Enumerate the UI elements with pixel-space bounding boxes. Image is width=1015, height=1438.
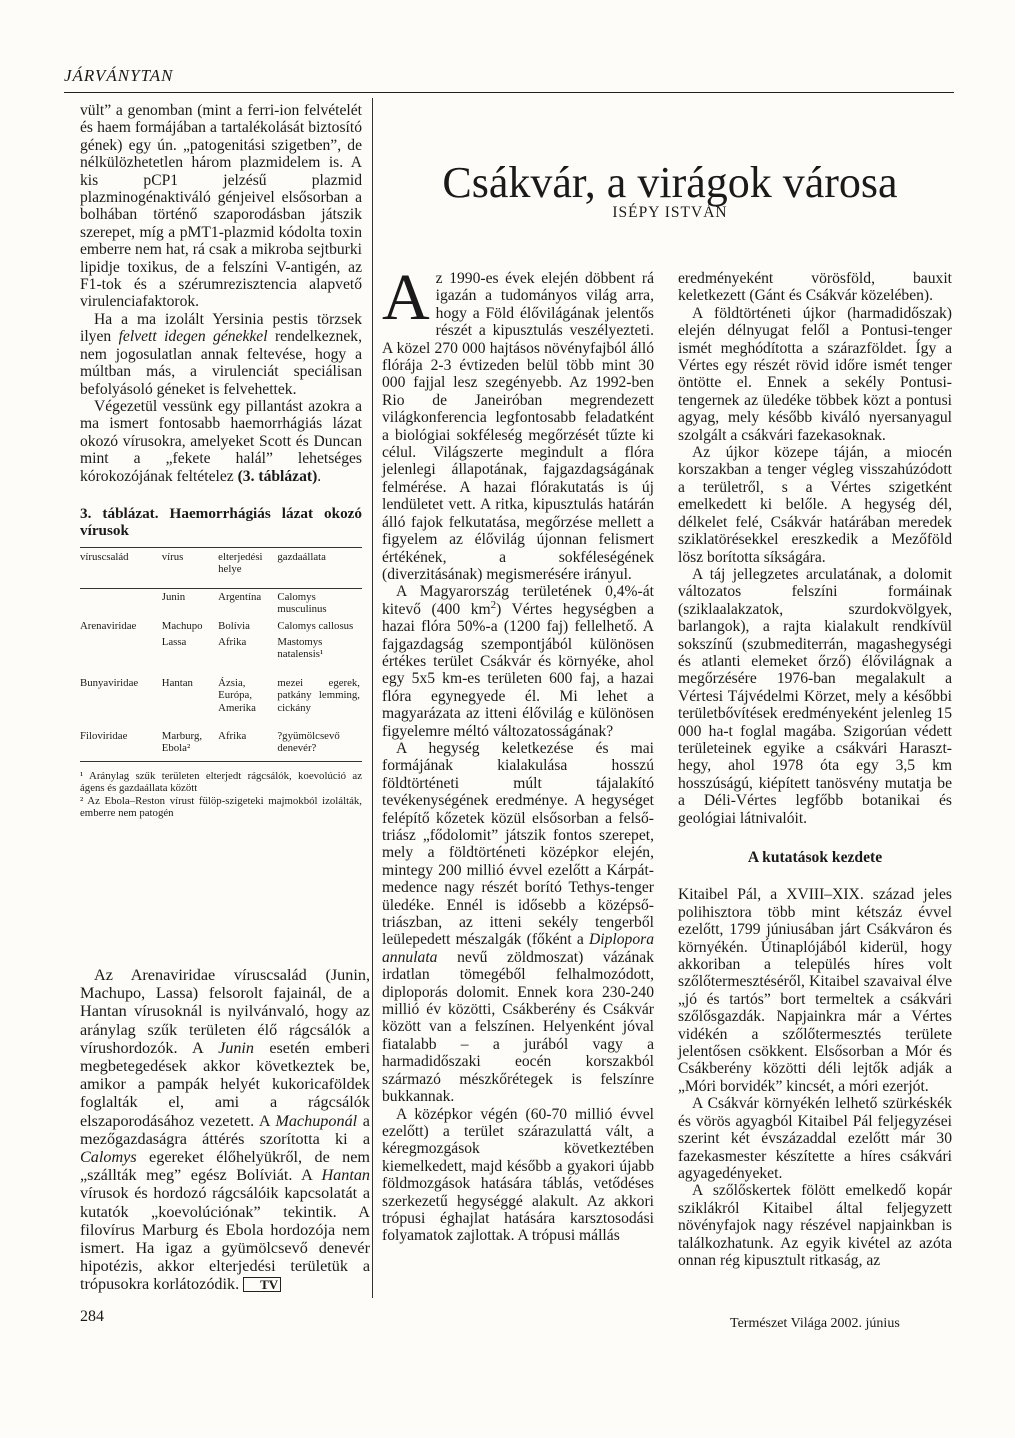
- section-heading: A kutatások kezdete: [747, 849, 883, 866]
- italic-text: Calomys: [80, 1148, 137, 1167]
- left-column-bottom: [80, 966, 370, 1294]
- italic-text: Junin: [218, 1038, 255, 1057]
- text: A Magyarország területének 0,4%-át kitevő (400 km: [382, 583, 654, 618]
- article-column-2: [678, 270, 952, 1269]
- text: Ha a ma izolált Yersinia pestis törzsek ilyen: [80, 310, 362, 346]
- text: A hegység keletkezése és mai formájának kialakulása hosszú földtörténeti múlt tájalakító tevékenységének eredménye. A hegységet felépítő kőzetek közül elsősorban a felső-triász „fődolomit” játszik fontos szerepet, mely a földtörténeti középkor elején, mintegy 200 millió évvel ezelőtt a Kárpát-medence nagy részét borító Tethys-tenger üledéke. Ennél is idősebb a középső-triászban, az itteni sekély tengerből leülepedett mészalgák (főként a: [382, 739, 654, 949]
- table-reference: (3. táblázat): [237, 467, 318, 485]
- article-paragraph: Kitaibel Pál, a XVIII–XIX. század jeles polihisztora több mint kétszáz évvel ezelőtt, 1799 júniusában járt Csákváron és környékén. Útinaplójából kiderül, hogy akkoriban a település híres volt szőlőtermesztéséről, Kitaibel szavaival élve „jó és tartós” bort termeltek a csákvári szőlősgazdák. Napjainkra már a Vértes vidékén a szőlőtermesztés területe jelentősen csökkent. Elsősorban a Mór és Csákberény közötti déli lejtők adják a „Móri borvidék” kincsét, a móri ezerjót.: [678, 886, 952, 1095]
- table-cell: Marburg, Ebola²: [162, 716, 218, 761]
- table-row: [80, 618, 362, 634]
- table-header: víruscsalád: [80, 547, 162, 588]
- text: rendelkeznek, nem jogosulatlan annak feltevése, hogy a múltban más, a virulenciát speciálisan befolyásoló géneket is felvehettek.: [80, 328, 362, 398]
- table-cell: Ázsia, Európa, Amerika: [218, 676, 256, 714]
- table-cell: Calomys musculinus: [277, 590, 327, 616]
- article-paragraph: A szőlőskertek fölött emelkedő kopár sziklákról Kitaibel által feljegyzett növényfajok nagy részével napjainkban is találkozhatunk. Az egyik kivétel az azóta onnan rég kipusztult ritkaság, az: [678, 1182, 952, 1269]
- left-paragraph-1: vült” a genomban (mint a ferri-ion felvételét és haem formájában a tartalékolását biztosító gének) egy ún. „patogenitási szigetben”, de nélkülözhetetlen három plazmidelem is. A kis pCP1 jelzésű plazmid plazminogénaktiváló génjeivel elsősorban a bolhában történő szaporodásban játszik szerepet, míg a pMT1-plazmid kódolta toxin emberre nem hat, rá csak a mikroba sejtburki lipidje toxikus, de a felszíni V-antigén, az F1-tok és a szérumrezisztencia alapvető virulenciafaktorok.: [80, 102, 362, 311]
- drop-cap: A: [382, 261, 430, 334]
- page-number: 284: [80, 1308, 104, 1325]
- header-rule: [64, 92, 954, 93]
- italic-text: felvett idegen génekkel: [118, 328, 268, 346]
- article-paragraph: A táj jellegzetes arculatának, a dolomit változatos felszíni formáinak (sziklaalakzatok, szurdokvölgyek, barlangok), a rajta kialakult rendkívül sokszínű (szubmediterrán, magashegységi és atlanti elemeket őrző) élővilágnak a megőrzésére 1976-ban megalakult a Vértesi Tájvédelmi Körzet, mely a későbbi területbővítések eredményeként jelenleg 15 000 ha-t foglal magába. Szigorúan védett területeinek egyike a csákvári Haraszt-hegy, ahol 1978 óta egy 3,5 km hosszúságú, kiépített tanösvény mutatja be a Déli-Vértes legfőbb botanikai és geológiai látnivalóit.: [678, 565, 952, 827]
- table-cell: Machupo: [161, 619, 203, 632]
- table-cell: ?gyümölcsevő denevér?: [277, 716, 362, 761]
- table-cell: Bolívia: [218, 619, 250, 632]
- article-column-1: [382, 261, 654, 1245]
- table-header: gazdaállata: [277, 547, 362, 588]
- table-caption: 3. táblázat. Haemorrhágiás lázat okozó vírusok: [80, 504, 362, 539]
- table-header-row: [80, 547, 362, 588]
- article-paragraph: Az újkor közepe táján, a miocén korszakban a tenger végleg visszahúzódott a területről, s a Vértes szigetként emelkedett ki belőle. A hegység dél, délkelet felé, Csákvár határában meredek sziklatörésekkel ereszkedik a Mezőföld lösz borította síkságára.: [678, 444, 952, 566]
- end-of-article-mark: TV: [243, 1277, 281, 1292]
- left-paragraph-2: [80, 311, 362, 398]
- table-cell: [80, 634, 162, 663]
- left-paragraph-3: [80, 398, 362, 485]
- table-footnote-2: ² Az Ebola–Reston vírust fülöp-szigeteki majmokból izolálták, emberre nem patogén: [80, 794, 362, 820]
- article-author: ISÉPY ISTVÁN: [612, 204, 728, 221]
- article-paragraph: A középkor végén (60-70 millió évvel ezelőtt) a terület szárazulattá vált, a kéregmozgások következtében kiemelkedett, majd később a gyakori újabb földmozgások hatására táblás, vetődéses szerkezetű hegységgé alakult. Az akkori trópusi éghajlat hatására karsztosodási folyamatok zajlottak. A trópusi mállás: [382, 1105, 654, 1245]
- superscript: 2: [490, 598, 497, 611]
- table-row: [80, 663, 362, 716]
- article-paragraph: A Csákvár környékén lelhető szürkéskék és vörös agyagból Kitaibel Pál feljegyzései szerint két évszázaddal ezelőtt már 30 fazekasmester készítette a híres csákvári agyagedényeket.: [678, 1095, 952, 1182]
- table-cell: [80, 588, 162, 617]
- article-paragraph: A földtörténeti újkor (harmadidőszak) elején délnyugat felől a Pontusi-tenger ismét meghódította a szárazföldet. Így a Vértes egy részét rövid időre ismét tenger öntötte el. Ennek a sekély Pontusi-tengernek az üledéke többek közt a pontusi agyag, mely később kiváló nyersanyagul szolgált a csákvári fazekasoknak.: [678, 304, 952, 444]
- italic-text: Machuponál: [275, 1111, 358, 1130]
- text: .: [317, 467, 322, 485]
- italic-text: Diplopora annulata: [382, 931, 654, 966]
- text: Végezetül vessünk egy pillantást azokra a ma ismert fontosabb haemorrhágiás lázat okozó vírusokra, amelyeket Scott és Duncan mint a „fekete halál” lehetséges kórokozójának feltételez: [80, 397, 362, 485]
- text: vírusok és hordozó rágcsálóik kapcsolatát a kutatók „koevolúciónak” tekintik. A filovírus Marburg és Ebola hordozója nem ismert. Ha igaz a gyümölcsevő denevér hipotézis, akkor elterjedési területük a trópusokra korlátozódik.: [80, 1184, 370, 1294]
- text: z 1990-es évek elején döbbent rá igazán a tudományos világ arra, hogy a Föld élővilágának jelentős részét a kipusztulás veszélyezteti. A közel 270 000 hajtásos növényfajból álló flórája 2-3 évtizeden belül több mint 30 000 fajjal lesz szegényebb. Az 1992-ben Rio de Janeiróban megrendezett világkonferencia legfontosabb feladatként a biológiai sokféleség megőrzését tűzte ki célul. Világszerte megindult a flóra jelenlegi állapotának, fajgazdagságának felmérése. A hazai flórakutatás is új lendületet vett. A ritka, kipusztulás határán álló fajok felkutatása, megőrzése mellett a figyelem az élővilág újonnan felismert értékének, a sokféleségének (diverzitásának) megismerésére irányul.: [382, 270, 654, 583]
- article-paragraph: [382, 583, 654, 740]
- table-cell: Bunyaviridae: [80, 676, 139, 689]
- article-paragraph: [382, 261, 654, 583]
- article-title: Csákvár, a virágok városa: [442, 158, 898, 208]
- text: esetén emberi megbetegedések akkor következtek be, amikor a pampák helyét kukoricaföldek foglalták el, ami a rágcsálók elszaporodásához vezetett. A: [80, 1038, 371, 1130]
- table-cell: Filoviridae: [80, 716, 162, 761]
- table-row: [80, 634, 362, 663]
- table-cell: mezei egerek, patkány lemming, cickány: [277, 676, 360, 714]
- table-header: elterjedési helye: [218, 547, 277, 588]
- table-header: vírus: [162, 547, 218, 588]
- text: egereket élőhelyükről, de nem „szállták meg” egész Bolíviát. A: [80, 1148, 370, 1185]
- text: Az Arenaviridae víruscsalád (Junin, Machupo, Lassa) felsorolt fajainál, de a Hantan vírusoknál is nyilvánvaló, hogy az aránylag szűk területen élő rágcsálók a vírushordozók. A: [80, 966, 370, 1057]
- table-cell: Arenaviridae: [80, 619, 137, 632]
- publication-footer: Természet Világa 2002. június: [730, 1316, 900, 1331]
- left-paragraph-4: [80, 966, 370, 1294]
- column-divider: [372, 98, 373, 1298]
- table-cell: Lassa: [161, 635, 187, 648]
- table-cell: Calomys callosus: [277, 619, 354, 632]
- left-column: [80, 102, 362, 819]
- text: a mezőgazdaságra áttérés szorította ki a: [80, 1111, 370, 1148]
- table-cell: Mastomys natalensis¹: [277, 635, 324, 661]
- text: nevű zöldmoszat) vázának irdatlan tömegéből felhalmozódott, diploporás dolomit. Ennek kora 230-240 millió év közötti, Csákberény és Csákvár között van a felszínen. Helyenként jóval fiatalabb – a jurából vagy a harmadidőszaki eocén korszakból származó mészkőrétegek is felszínre bukkannak.: [382, 948, 654, 1106]
- section-label: JÁRVÁNYTAN: [64, 66, 174, 85]
- virus-table: [80, 547, 362, 762]
- article-paragraph: [382, 740, 654, 1106]
- text: ) Vértes hegységben a hazai flóra 50%-a (1200 faj) fellelhető. A fajgazdagság szempontjából különösen értékes terület Csákvár és környéke, ahol egy 5x5 km-es területen 600 faj, a hazai flóra egynegyede él. Mi lehet a magyarázata az itteni élővilág e különösen figyelemre méltó változatosságának?: [382, 600, 654, 740]
- table-cell: Afrika: [218, 635, 247, 648]
- table-cell: Hantan: [161, 676, 193, 689]
- table-row: [80, 588, 362, 617]
- table-row: [80, 716, 362, 761]
- table-cell: Junin: [161, 590, 186, 603]
- article-paragraph: eredményeként vörösföld, bauxit keletkezett (Gánt és Csákvár közelében).: [678, 270, 952, 305]
- table-cell: Afrika: [218, 716, 277, 761]
- table-cell: Argentína: [218, 590, 262, 603]
- italic-text: Hantan: [321, 1166, 370, 1185]
- table-footnote-1: ¹ Aránylag szűk területen elterjedt rágcsálók, koevolúció az ágens és gazdaállata között: [80, 769, 362, 795]
